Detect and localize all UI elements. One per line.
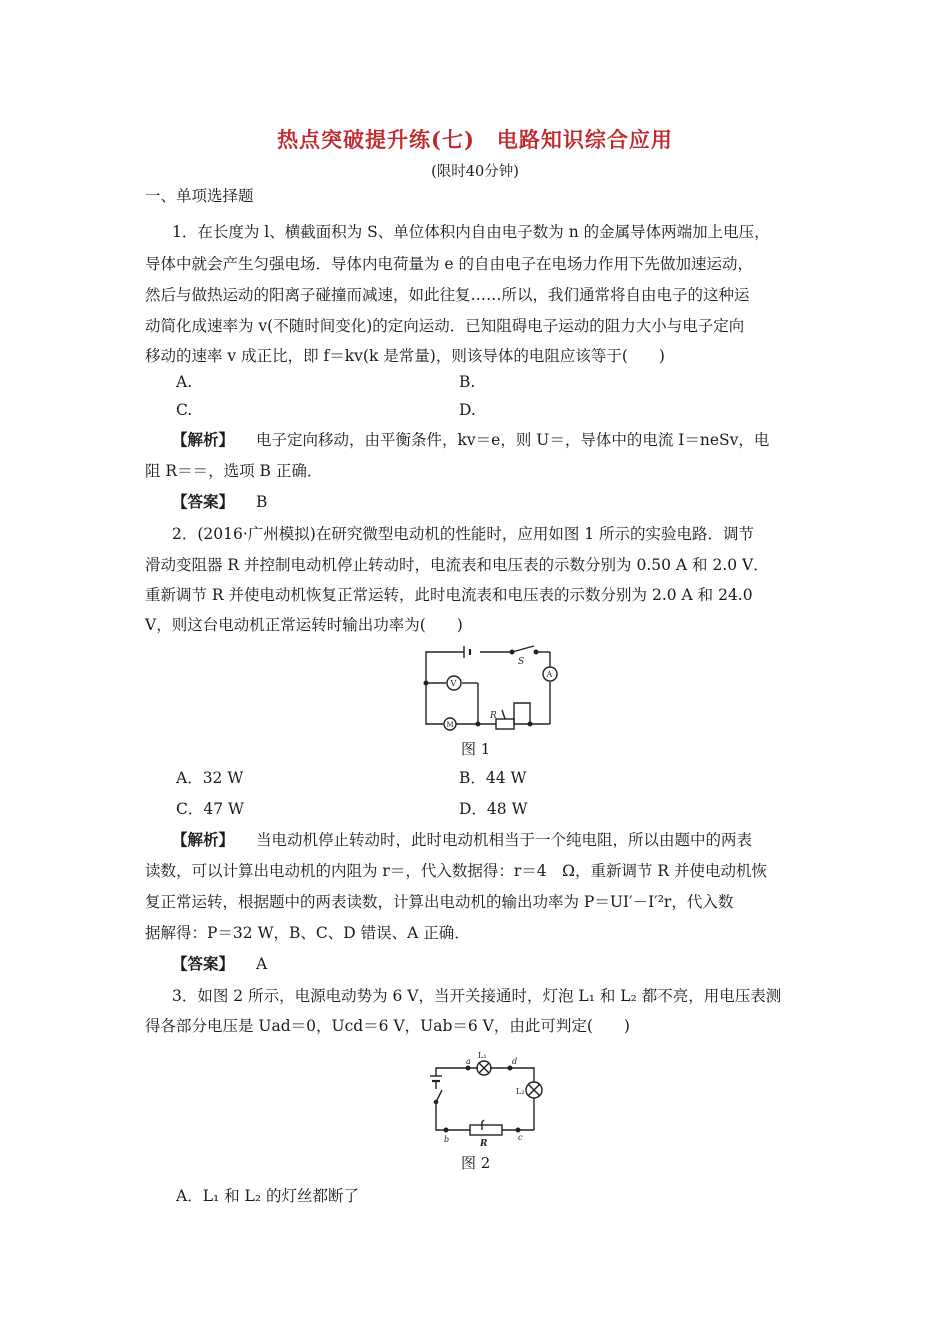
q1-analysis-line-1: 电子定向移动，由平衡条件，kv＝e，则 U＝，导体中的电流 I＝neSv，电: [256, 431, 770, 449]
q2-option-b[interactable]: B．44 W: [459, 769, 527, 787]
fig2-l2-label: L₂: [516, 1087, 525, 1096]
fig2-rheostat: [470, 1125, 502, 1135]
fig2-node-d: [508, 1066, 512, 1070]
fig1-rheostat: [496, 719, 514, 729]
q2-answer-value: A: [256, 955, 268, 973]
figure-1-caption: 图 1: [461, 740, 491, 758]
fig1-rheostat-label: R: [490, 711, 497, 721]
fig1-junction-bottom: [476, 722, 480, 726]
section-heading: 一、单项选择题: [145, 187, 254, 205]
q2-line-1: 2．(2016·广州模拟)在研究微型电动机的性能时，应用如图 1 所示的实验电路．调节: [172, 525, 755, 543]
q2-line-4: V，则这台电动机正常运转时输出功率为( ): [145, 616, 463, 634]
q3-line-2: 得各部分电压是 Uad＝0，Ucd＝6 V，Uab＝6 V，由此可判定( ): [145, 1017, 630, 1035]
q1-line-4: 动简化成速率为 v(不随时间变化)的定向运动．已知阻碍电子运动的阻力大小与电子定向: [145, 317, 745, 335]
q2-option-c[interactable]: C．47 W: [176, 800, 244, 818]
fig1-switch-label: S: [518, 657, 525, 667]
q3-option-a[interactable]: A．L₁ 和 L₂ 的灯丝都断了: [176, 1187, 359, 1205]
fig2-r-label: R: [480, 1139, 488, 1149]
page-title: 热点突破提升练(七) 电路知识综合应用: [277, 127, 673, 152]
time-limit: (限时40分钟): [431, 164, 519, 180]
figure-2-caption: 图 2: [461, 1154, 491, 1172]
q2-line-3: 重新调节 R 并使电动机恢复正常运转，此时电流表和电压表的示数分别为 2.0 A 和 24.0: [145, 586, 753, 604]
q2-analysis-line-1: 当电动机停止转动时，此时电动机相当于一个纯电阻，所以由题中的两表: [256, 831, 753, 849]
fig2-c-label: c: [518, 1133, 523, 1142]
fig1-switch: [510, 646, 538, 654]
fig2-lamp-1: [477, 1061, 491, 1075]
q2-analysis-line-4: 据解得：P＝32 W，B、C、D 错误、A 正确．: [145, 924, 470, 942]
q3-line-1: 3．如图 2 所示，电源电动势为 6 V，当开关接通时，灯泡 L₁ 和 L₂ 都不亮，用电压表测: [172, 987, 782, 1005]
q1-line-2: 导体中就会产生匀强电场．导体内电荷量为 e 的自由电子在电场力作用下先做加速运动，: [145, 255, 754, 273]
q1-analysis: [172, 430, 769, 450]
q1-option-c[interactable]: C.: [176, 401, 193, 419]
fig1-battery: [464, 646, 470, 658]
q2-analysis-tag: 【解析】: [172, 830, 235, 849]
fig2-b-label: b: [444, 1135, 450, 1144]
fig2-l1-label: L₁: [478, 1051, 487, 1060]
q1-analysis-line-2: 阻 R＝＝，选项 B 正确．: [145, 462, 323, 480]
figure-1-circuit: [418, 644, 568, 734]
q2-analysis: [172, 830, 752, 850]
fig1-junction-right: [528, 722, 532, 726]
fig1-junction-left: [424, 681, 428, 685]
q2-option-d[interactable]: D．48 W: [459, 800, 528, 818]
q1-line-1: 1．在长度为 l、横截面积为 S、单位体积内自由电子数为 n 的金属导体两端加上电压，: [172, 223, 770, 241]
fig2-switch: [434, 1081, 442, 1104]
fig1-ammeter-label: A: [546, 670, 553, 679]
fig1-motor-label: M: [446, 721, 454, 729]
q1-option-d[interactable]: D.: [459, 401, 476, 419]
q2-analysis-line-2: 读数，可以计算出电动机的内阻为 r＝，代入数据得：r＝4 Ω，重新调节 R 并使电动机恢: [145, 862, 767, 880]
fig2-a-label: a: [466, 1057, 471, 1066]
q2-answer-tag: 【答案】: [172, 954, 235, 973]
q1-option-a[interactable]: A.: [176, 373, 193, 391]
fig1-voltmeter-label: V: [450, 679, 457, 688]
q1-analysis-tag: 【解析】: [172, 430, 235, 449]
fig2-battery: [430, 1076, 442, 1081]
fig2-lamp-2: [526, 1082, 542, 1098]
q1-line-3: 然后与做热运动的阳离子碰撞而减速，如此往复……所以，我们通常将自由电子的这种运: [145, 286, 750, 304]
q2-analysis-line-3: 复正常运转，根据题中的两表读数，计算出电动机的输出功率为 P＝UI′－I′²r，代入数: [145, 893, 734, 911]
q2-option-a[interactable]: A．32 W: [176, 769, 244, 787]
q2-answer: [172, 954, 267, 974]
figure-2-circuit: [422, 1044, 562, 1152]
q1-option-b[interactable]: B.: [459, 373, 476, 391]
fig1-wires: [426, 652, 550, 724]
fig2-node-a: [466, 1066, 470, 1070]
q1-answer-value: B: [256, 493, 268, 511]
fig2-node-b: [444, 1128, 448, 1132]
q1-answer-tag: 【答案】: [172, 492, 235, 511]
q1-answer: [172, 492, 267, 512]
q1-line-5: 移动的速率 v 成正比，即 f＝kv(k 是常量)，则该导体的电阻应该等于( ): [145, 347, 665, 365]
fig2-d-label: d: [512, 1057, 518, 1066]
fig2-node-c: [516, 1128, 520, 1132]
q2-line-2: 滑动变阻器 R 并控制电动机停止转动时，电流表和电压表的示数分别为 0.50 A 和 2.0 V．: [145, 556, 769, 574]
fig2-wires: [436, 1068, 534, 1130]
